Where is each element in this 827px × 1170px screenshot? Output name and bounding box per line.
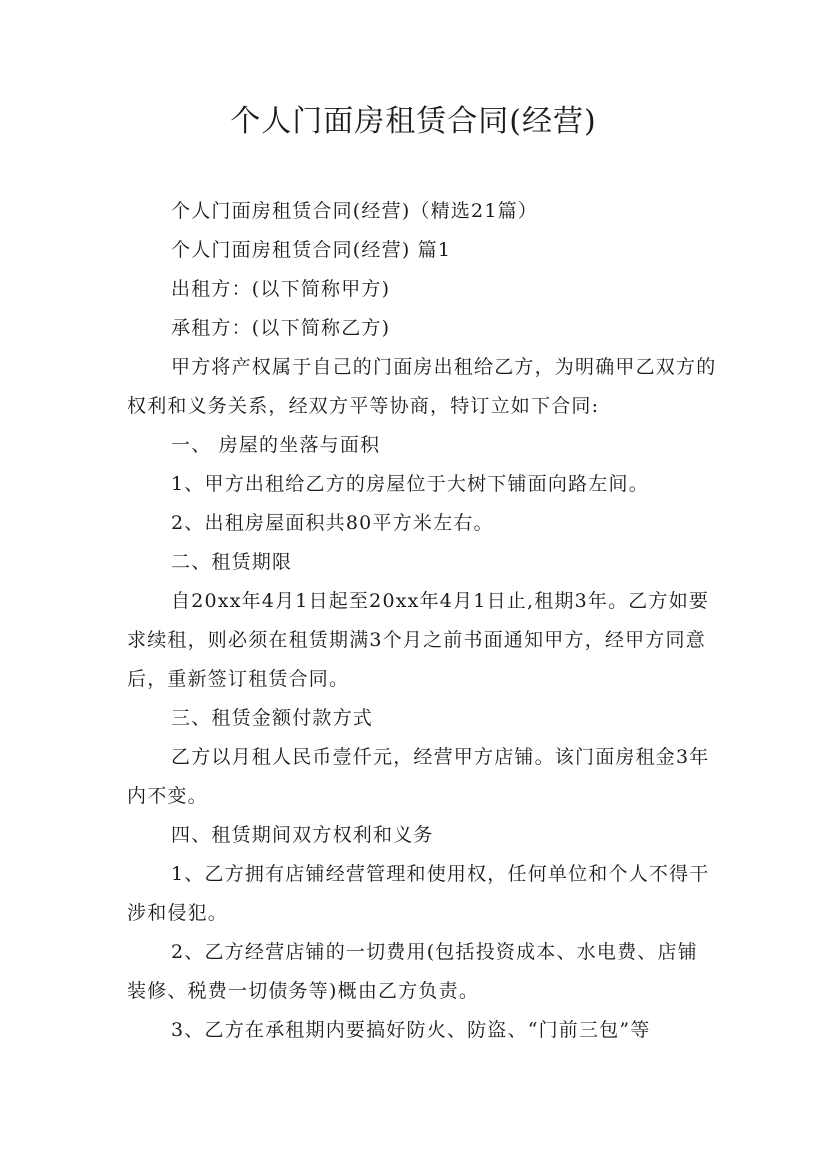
paragraph-term: 自20xx年4月1日起至20xx年4月1日止,租期3年。乙方如要求续租，则必须在租赁期满3个月之前书面通知甲方，经甲方同意后，重新签订租赁合同。 — [127, 590, 710, 690]
paragraph-item: 1、甲方出租给乙方的房屋位于大树下铺面向路左间。 — [171, 473, 649, 495]
paragraph-heading-1: 一、 房屋的坐落与面积 — [171, 434, 381, 456]
paragraph-item: 1、乙方拥有店铺经营管理和使用权，任何单位和个人不得干涉和侵犯。 — [127, 863, 710, 924]
paragraph-subtitle: 个人门面房租赁合同(经营)（精选21篇） — [171, 200, 539, 222]
paragraph-item: 2、出租房屋面积共80平方米左右。 — [171, 512, 494, 534]
paragraph-item: 2、乙方经营店铺的一切费用(包括投资成本、水电费、店铺装修、税费一切债务等)概由乙方负责。 — [127, 941, 698, 1002]
paragraph-item: 3、乙方在承租期内要搞好防火、防盗、“门前三包”等 — [171, 1019, 651, 1041]
paragraph-lessor: 出租方：(以下简称甲方) — [171, 278, 391, 300]
paragraph-heading-3: 三、租赁金额付款方式 — [171, 707, 374, 729]
paragraph-rent: 乙方以月租人民币壹仟元，经营甲方店铺。该门面房租金3年内不变。 — [127, 746, 710, 807]
paragraph-lessee: 承租方：(以下简称乙方) — [171, 317, 391, 339]
paragraph-heading-4: 四、租赁期间双方权利和义务 — [171, 824, 434, 846]
document-title: 个人门面房租赁合同(经营) — [230, 104, 597, 139]
paragraph-section-header: 个人门面房租赁合同(经营) 篇1 — [171, 239, 452, 261]
paragraph-heading-2: 二、租赁期限 — [171, 551, 293, 573]
paragraph-intro: 甲方将产权属于自己的门面房出租给乙方，为明确甲乙双方的权利和义务关系，经双方平等协商，特订立如下合同: — [127, 356, 717, 417]
document-body — [127, 192, 717, 1050]
